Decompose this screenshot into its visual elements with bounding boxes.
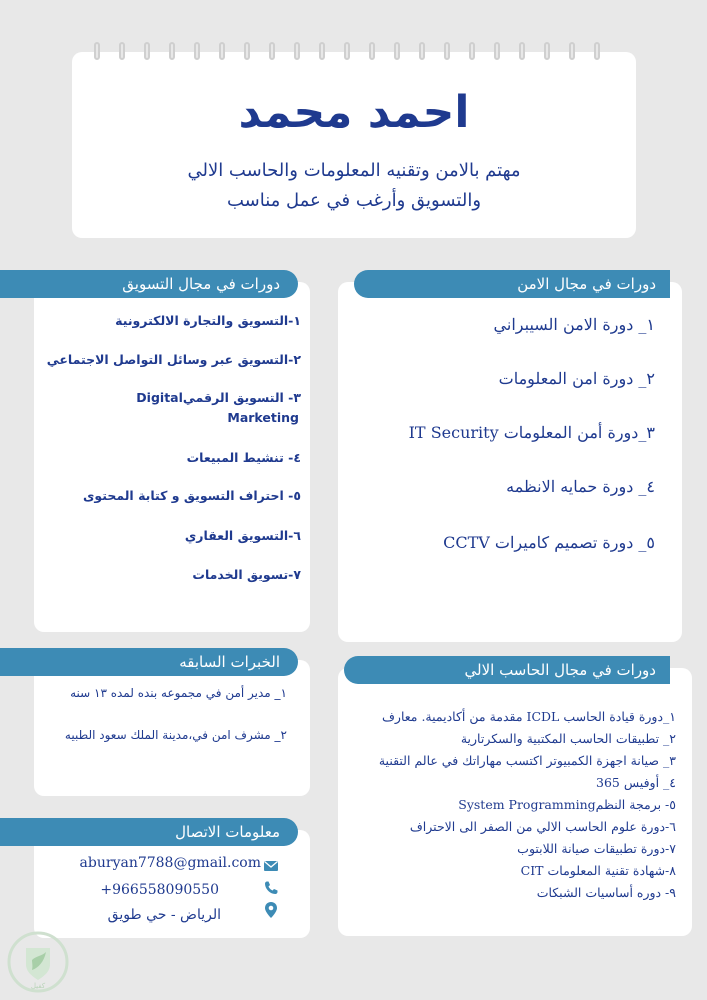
computer-list [356,709,676,909]
list-item: ٣_ صيانة اجهزة الكمبيوتر اكتسب مهاراتك في عالم التقنية [378,753,676,768]
security-title: دورات في مجال الامن [354,270,670,298]
list-item: ٥_ دورة تصميم كاميرات CCTV [443,533,655,552]
list-item: ١_ مدير أمن في مجموعه بنده لمده ١٣ سنه [70,686,287,700]
list-item: ٧-تسويق الخدمات [192,567,301,582]
kafeel-logo [6,930,70,994]
list-item: ٢_ مشرف امن في،مدينة الملك سعود الطبيه [64,728,287,742]
list-item: ٦-التسويق العقاري [184,528,301,543]
list-item: ١_ دورة الامن السيبراني [493,315,655,334]
notebook-holes [72,42,636,62]
mail-icon [263,858,279,874]
list-item: ٢_ تطبيقات الحاسب المكتبية والسكرتارية [460,731,676,746]
list-item: ٧-دورة تطبيقات صيانة اللابتوب [517,841,676,856]
logo-text: كفيل [30,982,46,990]
summary-line-2: والتسويق وأرغب في عمل مناسب [226,190,482,211]
phone-icon [263,880,279,896]
list-item: ٦-دورة علوم الحاسب الالي من الصفر الى الاحتراف [409,819,676,834]
marketing-title: دورات في مجال التسويق [0,270,298,298]
list-item: ١_دورة قيادة الحاسب ICDL مقدمة من أكاديمية. معارف [381,709,676,724]
marketing-list [41,306,301,596]
computer-title: دورات في مجال الحاسب الالي [344,656,670,684]
experience-title: الخبرات السابقه [0,648,298,676]
person-name: احمد محمد [238,87,470,138]
address-text: الرياض - حي طويق [107,907,221,923]
list-item: ٤- تنشيط المبيعات [186,450,301,465]
header-card [72,52,636,238]
list-item: ٢-التسويق عبر وسائل التواصل الاجتماعي [46,352,301,367]
location-icon [263,901,279,919]
list-item: ١-التسويق والتجارة الالكترونية [115,313,301,328]
list-item: ٣_دورة أمن المعلومات IT Security [408,423,655,442]
list-item: ٢_ دورة امن المعلومات [498,369,655,388]
list-item: ٥- احتراف التسويق و كتابة المحتوى [82,488,301,503]
contact-title: معلومات الاتصال [0,818,298,846]
list-item: ٤_ دورة حمايه الانظمه [506,477,655,496]
phone-text[interactable]: +966558090550 [100,882,219,898]
summary-line-1: مهتم بالامن وتقنيه المعلومات والحاسب الالي [187,160,521,181]
list-item: ٤_ أوفيس 365 [596,775,676,790]
security-list [355,300,655,600]
list-item: ٥- برمجة النظمSystem Programming [458,797,676,812]
list-item: ٨-شهادة تقنية المعلومات CIT [520,863,676,878]
list-item: Marketing [227,410,299,425]
email-text[interactable]: aburyan7788@gmail.com [79,855,261,871]
summary [112,156,596,216]
list-item: ٣- التسويق الرقميDigital [136,390,301,405]
experience-list [27,684,287,764]
list-item: ٩- دوره أساسيات الشبكات [536,885,676,900]
